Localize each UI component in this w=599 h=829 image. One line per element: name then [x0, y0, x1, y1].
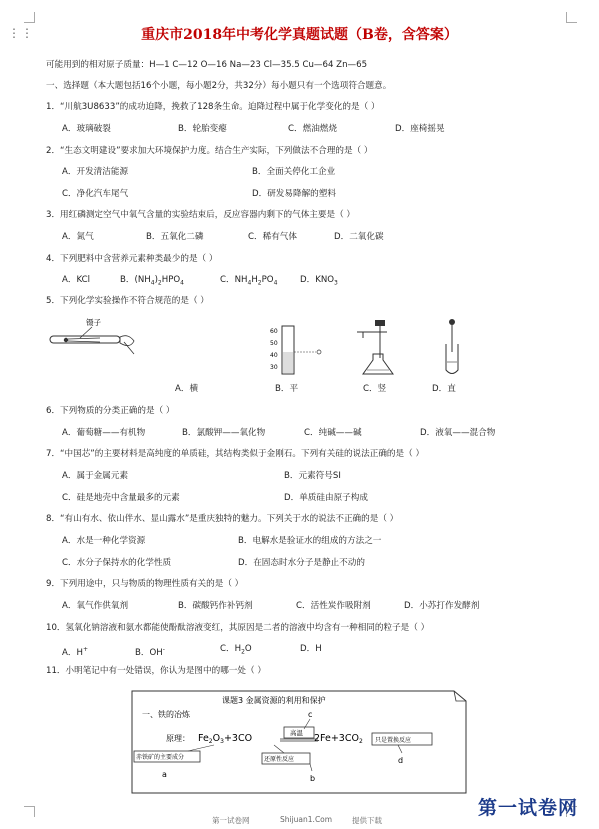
question-5-option-a: A．横 [175, 384, 199, 394]
question-9-option-b: B．碳酸钙作补钙剂 [178, 601, 253, 611]
atomic-masses: 可能用到的相对原子质量：H—1 C—12 O—16 Na—23 Cl—35.5 Cu—64 Zn—65 [46, 60, 368, 70]
question-3-option-b: B．五氧化二磷 [146, 232, 204, 242]
question-10-option-d: D．H [300, 644, 322, 654]
question-8-option-c: C．水分子保持水的化学性质 [62, 558, 172, 568]
question-10-option-c: C．$H_2O$ [220, 644, 252, 656]
question-4-option-a: A．KCl [62, 275, 91, 285]
question-2-option-a: A．开发清洁能源 [62, 167, 129, 177]
question-6-stem: 6．下列物质的分类正确的是（ ） [46, 406, 175, 416]
question-10-stem: 10．氢氧化钠溶液和氨水都能使酚酞溶液变红，其原因是二者的溶液中均含有一种相同的粒子是（ ） [46, 623, 430, 633]
question-3-option-d: D．二氧化碳 [334, 232, 384, 242]
notebook-figure [128, 685, 470, 795]
question-4-option-d: D．$KNO_3$ [300, 275, 338, 287]
condition-label: 高温 [290, 729, 303, 737]
graduated-cylinder-figure [268, 322, 328, 378]
marker-a: a [162, 770, 167, 779]
tag-d: 只是置换反应 [375, 737, 412, 744]
question-4-option-b: B．$(NH_4)_2HPO_4$ [120, 275, 184, 287]
footer-site-name: 第一试卷网 [212, 816, 250, 825]
question-7-stem: 7．“中国芯”的主要材料是高纯度的单质硅，其结构类似于金刚石。下列有关硅的说法正确的是（ ） [46, 449, 425, 459]
question-1-option-a: A．玻璃破裂 [62, 124, 111, 134]
section-heading: 一、选择题（本大题包括16个小题，每小题2分，共32分）每小题只有一个选项符合题意。 [46, 81, 392, 91]
tweezers-label: 镊子 [86, 318, 101, 327]
question-4-stem: 4．下列肥料中含营养元素种类最少的是（ ） [46, 254, 218, 264]
footer-note: 提供下载 [352, 816, 382, 825]
page-corner-mark [24, 12, 35, 23]
equation-right: $2Fe+3CO_2$ [314, 733, 363, 745]
marker-c: c [308, 710, 313, 719]
question-3-stem: 3．用红磷测定空气中氧气含量的实验结束后，反应容器内剩下的气体主要是（ ） [46, 210, 355, 220]
question-6-option-b: B．氯酸钾——氧化物 [182, 428, 266, 438]
note-heading: 课题3 金属资源的利用和保护 [222, 696, 326, 705]
note-subheading: 一、铁的冶炼 [142, 710, 190, 719]
equation-left: $Fe_2O_3+3CO$ [198, 733, 253, 745]
marker-d: d [398, 756, 404, 765]
question-9-option-d: D．小苏打作发酵剂 [404, 601, 480, 611]
question-11-stem: 11．小明笔记中有一处错误，你认为是图中的哪一处（ ） [46, 666, 266, 676]
question-1-option-c: C．燃油燃烧 [288, 124, 337, 134]
question-6-option-c: C．纯碱——碱 [304, 428, 362, 438]
question-8-option-b: B．电解水是验证水的组成的方法之一 [238, 536, 382, 546]
question-10-option-a: A．H+ [62, 646, 88, 658]
svg-text:60: 60 [270, 328, 278, 335]
question-5-option-d: D．直 [432, 384, 456, 394]
test-tube-dropper-figure [440, 318, 470, 378]
page-corner-mark [24, 806, 35, 817]
question-5-option-b: B．平 [275, 384, 299, 394]
question-7-option-c: C．硅是地壳中含量最多的元素 [62, 493, 180, 503]
page-title: 重庆市2018年中考化学真题试题（B卷，含答案） [141, 27, 458, 43]
question-5-option-c: C．竖 [363, 384, 387, 394]
question-8-stem: 8．“有山有水、依山伴水、显山露水”是重庆独特的魅力。下列关于水的说法不正确的是（ ） [46, 514, 399, 524]
question-3-option-a: A．氮气 [62, 232, 94, 242]
question-7-option-b: B．元素符号SI [284, 471, 341, 481]
svg-text:50: 50 [270, 340, 278, 347]
question-2-stem: 2．“生态文明建设”要求加大环境保护力度。结合生产实际，下列做法不合理的是（ ） [46, 146, 373, 156]
footer-site-url[interactable]: Shijuan1.Com [280, 815, 333, 824]
question-8-option-a: A．水是一种化学资源 [62, 536, 146, 546]
question-9-option-a: A．氧气作供氧剂 [62, 601, 129, 611]
question-1-option-b: B．轮胎变瘪 [178, 124, 227, 134]
brand-watermark: 第一试卷网 [478, 797, 579, 819]
question-5-stem: 5．下列化学实验操作不符合规范的是（ ） [46, 296, 209, 306]
question-2-option-c: C．净化汽车尾气 [62, 189, 129, 199]
question-6-option-d: D．液氧——混合物 [420, 428, 496, 438]
drag-handle-icon[interactable]: ⋮⋮ [8, 26, 34, 40]
question-2-option-b: B．全面关停化工企业 [252, 167, 336, 177]
question-7-option-a: A．属于金属元素 [62, 471, 129, 481]
question-9-option-c: C．活性炭作吸附剂 [296, 601, 371, 611]
question-4-option-c: C．$NH_4H_2PO_4$ [220, 275, 278, 287]
question-3-option-c: C．稀有气体 [248, 232, 297, 242]
question-2-option-d: D．研发易降解的塑料 [252, 189, 336, 199]
tag-a: 赤铁矿的主要成分 [136, 754, 185, 761]
marker-b: b [310, 774, 316, 783]
page-corner-mark [566, 12, 577, 23]
question-6-option-a: A．葡萄糖——有机物 [62, 428, 146, 438]
question-1-option-d: D．座椅摇晃 [395, 124, 445, 134]
dropper-flask-figure [355, 318, 410, 380]
question-1-stem: 1．“川航3U8633”的成功迫降，挽救了128条生命。迫降过程中属于化学变化的是（ ） [46, 102, 380, 112]
svg-text:40: 40 [270, 352, 278, 359]
tag-b: 还原性反应 [264, 756, 295, 763]
tweezers-test-tube-figure [40, 316, 140, 358]
question-8-option-d: D．在固态时水分子是静止不动的 [238, 558, 365, 568]
principle-label: 原理： [166, 734, 190, 743]
question-9-stem: 9．下列用途中，只与物质的物理性质有关的是（ ） [46, 579, 244, 589]
question-7-option-d: D．单质硅由原子构成 [284, 493, 368, 503]
svg-text:30: 30 [270, 364, 278, 371]
question-10-option-b: B．OH- [135, 646, 165, 658]
